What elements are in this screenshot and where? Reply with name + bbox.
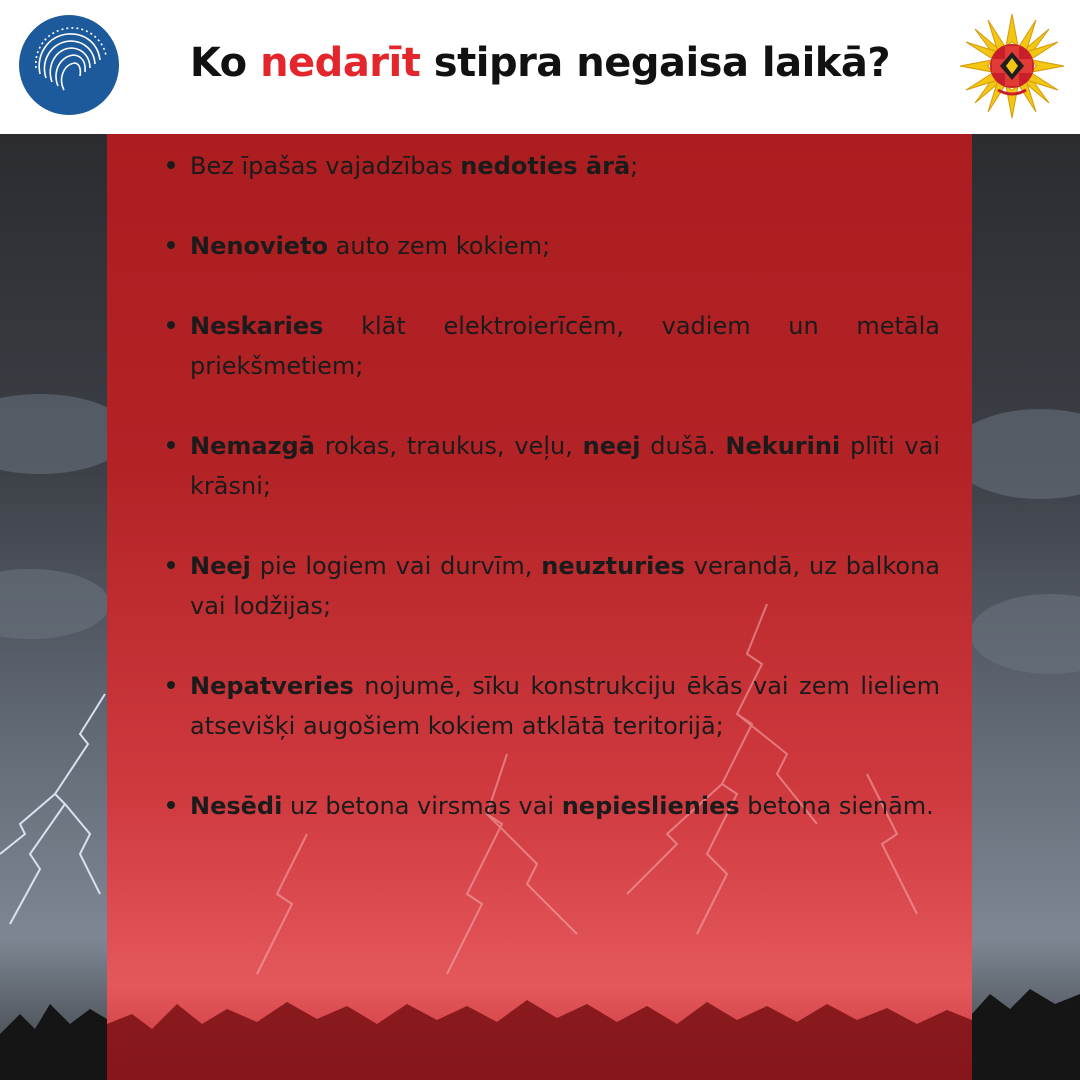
page-title	[0, 40, 1080, 86]
rule-text: auto zem kokiem;	[328, 232, 551, 260]
header	[0, 0, 1080, 134]
content-panel	[107, 134, 972, 1080]
rule-emphasis: nepieslienies	[561, 792, 740, 820]
fire-rescue-emblem-icon	[958, 12, 1066, 120]
rule-item	[167, 226, 940, 266]
rule-emphasis: Nepatveries	[190, 672, 354, 700]
title-prefix: Ko	[189, 40, 261, 86]
panel-tree-line	[107, 1000, 972, 1080]
rule-text: klāt elektroierīcēm, vadiem un metāla priekšmetiem;	[190, 312, 940, 380]
rule-text: pie logiem vai durvīm,	[250, 552, 542, 580]
rule-text: betona sienām.	[739, 792, 934, 820]
rule-text: dušā.	[640, 432, 726, 460]
rule-emphasis: neej	[582, 432, 641, 460]
rule-emphasis: Nekurini	[725, 432, 841, 460]
rule-emphasis: nedoties ārā	[460, 152, 631, 180]
rule-text: uz betona virsmas vai	[282, 792, 562, 820]
rule-emphasis: Nemazgā	[190, 432, 315, 460]
rule-item	[167, 786, 940, 826]
rule-emphasis: Nenovieto	[190, 232, 329, 260]
rule-emphasis: Neskaries	[190, 312, 324, 340]
rule-emphasis: neuzturies	[541, 552, 685, 580]
title-highlight: nedarīt	[260, 40, 421, 86]
rule-text: nojumē, sīku konstrukciju ēkās vai zem lieliem atsevišķi augošiem kokiem atklātā teritorijā;	[190, 672, 940, 740]
rule-item	[167, 426, 940, 506]
rule-text: rokas, traukus, veļu,	[314, 432, 583, 460]
rule-text: Bez īpašas vajadzības	[190, 152, 461, 180]
rule-text: verandā, uz balkona vai lodžijas;	[190, 552, 940, 620]
rule-emphasis: Nesēdi	[190, 792, 283, 820]
rule-text: ;	[630, 152, 639, 180]
rule-text: plīti vai krāsni;	[190, 432, 941, 500]
rule-item	[167, 146, 940, 186]
rule-emphasis: Neej	[190, 552, 251, 580]
title-suffix: stipra negaisa laikā?	[420, 40, 891, 86]
rule-item	[167, 546, 940, 626]
rules-list	[167, 146, 940, 866]
rule-item	[167, 306, 940, 386]
rule-item	[167, 666, 940, 746]
